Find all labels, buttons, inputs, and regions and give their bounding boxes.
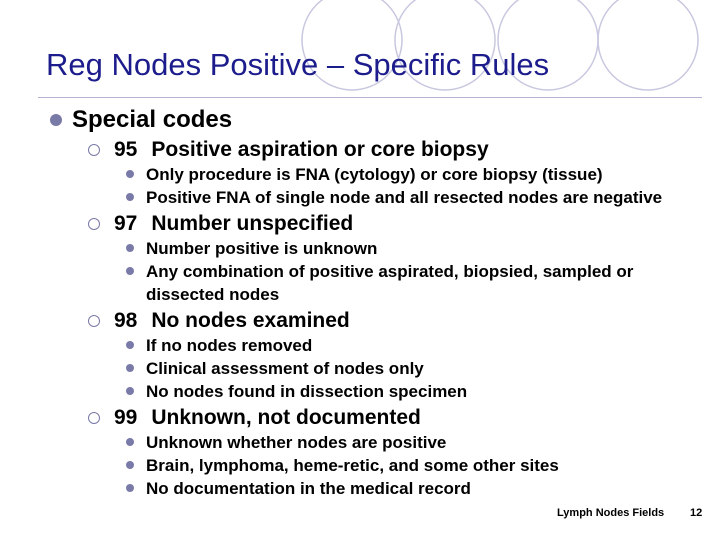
code-item (88, 308, 710, 334)
detail-item (126, 186, 710, 209)
detail-text: Any combination of positive aspirated, biopsied, sampled or dissected nodes (146, 262, 634, 304)
code-number: 97 (114, 212, 138, 235)
bullet-ring-icon (88, 412, 100, 424)
code-label: Number unspecified (151, 212, 354, 235)
bullet-dot-icon (50, 114, 62, 126)
code-details (126, 334, 710, 403)
bullet-dot-icon (126, 461, 134, 469)
detail-text: Unknown whether nodes are positive (146, 433, 447, 452)
bullet-dot-icon (126, 438, 134, 446)
heading-text: Special codes (72, 106, 233, 133)
title-divider (38, 97, 702, 98)
detail-item (126, 380, 710, 403)
bullet-dot-icon (126, 244, 134, 252)
detail-item (126, 357, 710, 380)
detail-item (126, 260, 710, 306)
code-group-97 (50, 211, 710, 306)
heading-bullet (50, 105, 710, 135)
detail-item (126, 334, 710, 357)
footer-label: Lymph Nodes Fields (557, 507, 665, 519)
bullet-dot-icon (126, 341, 134, 349)
bullet-ring-icon (88, 218, 100, 230)
bullet-dot-icon (126, 170, 134, 178)
detail-item (126, 237, 710, 260)
bullet-dot-icon (126, 387, 134, 395)
bullet-ring-icon (88, 144, 100, 156)
code-details (126, 237, 710, 306)
bullet-ring-icon (88, 315, 100, 327)
bullet-dot-icon (126, 193, 134, 201)
detail-text: Clinical assessment of nodes only (146, 359, 424, 378)
code-group-95 (50, 137, 710, 209)
code-number: 99 (114, 406, 138, 429)
code-label: No nodes examined (151, 309, 350, 332)
detail-text: Number positive is unknown (146, 239, 378, 258)
code-group-98 (50, 308, 710, 403)
detail-text: Only procedure is FNA (cytology) or core biopsy (tissue) (146, 165, 603, 184)
page-number: 12 (690, 507, 703, 519)
detail-item (126, 454, 710, 477)
code-label: Unknown, not documented (151, 406, 421, 429)
code-details (126, 431, 710, 500)
bullet-dot-icon (126, 267, 134, 275)
detail-text: Positive FNA of single node and all resected nodes are negative (146, 188, 663, 207)
code-number: 95 (114, 138, 138, 161)
detail-item (126, 431, 710, 454)
detail-item (126, 163, 710, 186)
detail-text: If no nodes removed (146, 336, 313, 355)
slide-title: Reg Nodes Positive – Specific Rules (46, 47, 550, 82)
code-label: Positive aspiration or core biopsy (151, 138, 489, 161)
code-number: 98 (114, 309, 138, 332)
code-item (88, 137, 710, 163)
code-item (88, 211, 710, 237)
code-details (126, 163, 710, 209)
code-item (88, 405, 710, 431)
slide-content (50, 105, 710, 502)
bullet-dot-icon (126, 484, 134, 492)
detail-text: Brain, lymphoma, heme-retic, and some other sites (146, 456, 559, 475)
decor-circle (598, 0, 698, 90)
detail-text: No nodes found in dissection specimen (146, 382, 468, 401)
detail-item (126, 477, 710, 500)
detail-text: No documentation in the medical record (146, 479, 471, 498)
bullet-dot-icon (126, 364, 134, 372)
code-group-99 (50, 405, 710, 500)
